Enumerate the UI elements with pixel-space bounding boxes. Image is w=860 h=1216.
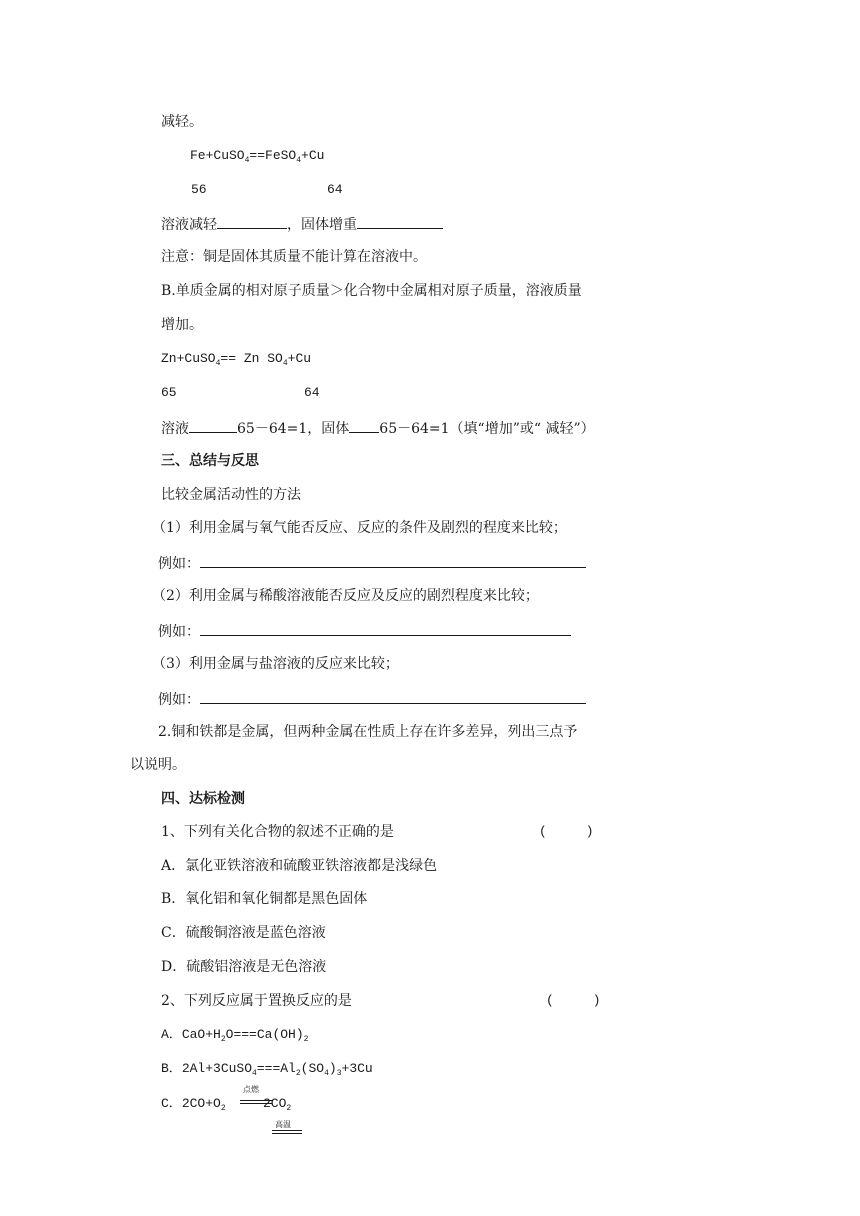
answer-blank[interactable] [357, 214, 443, 229]
answer-blank[interactable] [189, 418, 237, 433]
fill-blank-line: 溶液 65－64=1，固体 65－64=1（填“增加”或“ 减轻”） [161, 418, 595, 438]
reaction-condition-label: 高温 [275, 1120, 291, 1129]
question-2-text: 2.铜和铁都是金属，但两种金属在性质上存在许多差异，列出三点予 [158, 724, 578, 740]
section-4-title: 四、达标检测 [161, 791, 245, 807]
reaction-arrow [240, 1100, 272, 1104]
equation-zn-cuso4: Zn+CuSO$_4$== Zn $SO_4+Cu$ [161, 351, 312, 368]
method-1: （1）利用金属与氧气能否反应、反应的条件及剧烈的程度来比较； [152, 520, 567, 536]
section-3-intro: 比较金属活动性的方法 [161, 487, 301, 503]
answer-blank[interactable] [200, 621, 571, 636]
reaction-condition-label: 点燃 [243, 1085, 259, 1094]
option-b[interactable]: B．氧化铝和氧化铜都是黑色固体 [161, 891, 368, 907]
question-2-stem: 2、下列反应属于置换反应的是 [161, 993, 352, 1009]
example-line: 例如： [158, 689, 586, 709]
reaction-arrow [272, 1130, 302, 1134]
example-line: 例如： [158, 553, 586, 573]
answer-paren[interactable]: ( ) [539, 824, 594, 839]
mass-left: 56 [191, 182, 207, 197]
rule-b-text-cont: 增加。 [161, 317, 203, 333]
option-b[interactable]: B．$2Al+3CuSO_4===Al_2(SO_4)_3+3Cu$ [161, 1061, 373, 1078]
method-3: （3）利用金属与盐溶液的反应来比较； [152, 656, 399, 672]
example-line: 例如： [158, 621, 571, 641]
answer-blank[interactable] [349, 418, 379, 433]
mass-right: 64 [304, 385, 320, 400]
note-text: 注意：铜是固体其质量不能计算在溶液中。 [161, 249, 427, 265]
rule-b-text: B.单质金属的相对原子质量＞化合物中金属相对原子质量，溶液质量 [161, 283, 582, 299]
question-2-text-cont: 以说明。 [130, 757, 186, 773]
answer-paren[interactable]: ( ) [546, 993, 601, 1008]
method-2: （2）利用金属与稀酸溶液能否反应及反应的剧烈程度来比较； [152, 588, 539, 604]
question-1-stem: 1、下列有关化合物的叙述不正确的是 [161, 824, 394, 840]
option-a[interactable]: A．氯化亚铁溶液和硫酸亚铁溶液都是浅绿色 [161, 858, 438, 874]
option-c[interactable]: C．硫酸铜溶液是蓝色溶液 [161, 925, 326, 941]
equation-fe-cuso4: Fe+CuSO$_4$==FeSO$_4$+Cu [190, 148, 325, 165]
section-3-title: 三、总结与反思 [161, 453, 259, 469]
mass-right: 64 [327, 182, 343, 197]
mass-left: 65 [161, 385, 177, 400]
answer-blank[interactable] [200, 553, 586, 568]
option-c[interactable]: C．$2CO+O_2$ [161, 1096, 226, 1113]
answer-blank[interactable] [217, 214, 287, 229]
option-a[interactable]: A．$CaO+H_2O===Ca(OH)_2$ [161, 1027, 309, 1044]
answer-blank[interactable] [200, 689, 586, 704]
fill-blank-line: 溶液减轻 ，固体增重 [161, 214, 443, 234]
text-line: 减轻。 [161, 114, 203, 130]
option-d[interactable]: D．硫酸铝溶液是无色溶液 [161, 959, 327, 975]
option-c-product: $2CO_2$ [263, 1096, 292, 1113]
